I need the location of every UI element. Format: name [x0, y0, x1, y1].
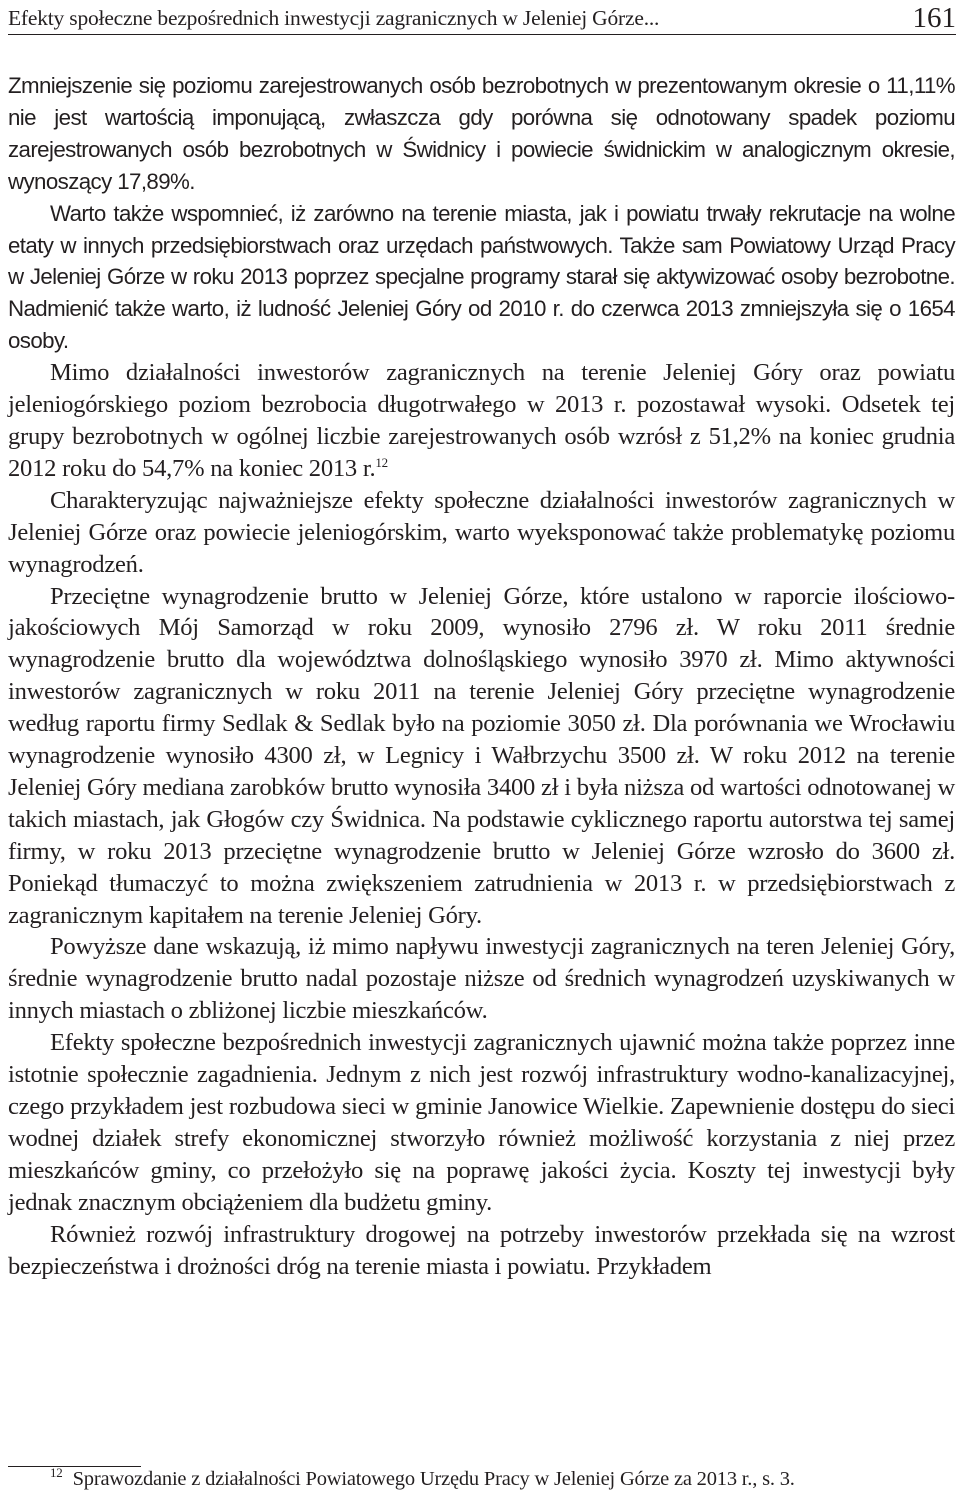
paragraph-8: Również rozwój infrastruktury drogowej na potrzeby inwestorów przekłada się na wzrost bezpieczeństwa i drożności dróg na terenie miasta i powiatu. Przykładem: [8, 1220, 955, 1280]
footnote-reference[interactable]: 12: [375, 454, 388, 470]
body-text: [8, 70, 955, 1282]
paragraph-4: Charakteryzując najważniejsze efekty społeczne działalności inwestorów zagranicznych w Jeleniej Górze oraz powiecie jeleniogórskim, warto wyeksponować także problematykę poziomu wynagrodzeń.: [8, 486, 955, 578]
footnote: [50, 1465, 795, 1491]
paragraph-5: Przeciętne wynagrodzenie brutto w Jeleniej Górze, które ustalono w raporcie ilościowo-jakościowych Mój Samorząd w roku 2009, wynosiło 2796 zł. W roku 2011 średnie wynagrodzenie brutto dla województwa dolnośląskiego wynosiło 3970 zł. Mimo aktywności inwestorów zagranicznych w roku 2011 na terenie Jeleniej Góry przeciętne wynagrodzenie według raportu firmy Sedlak & Sedlak było na poziomie 3050 zł. Dla porównania we Wrocławiu wynagrodzenie wynosiło 4300 zł, w Legnicy i Wałbrzychu 3500 zł. W roku 2012 na terenie Jeleniej Góry mediana zarobków brutto wynosiła 3400 zł i była niższa od wartości odnotowanej w takich miastach, jak Głogów czy Świdnica. Na podstawie cyklicznego raportu autorstwa tej samej firmy, w roku 2013 przeciętne wynagrodzenie brutto w Jeleniej Górze wzrosło do 3600 zł. Poniekąd tłumaczyć to można zwiększeniem zatrudnienia w 2013 r. w przedsiębiorstwach z zagranicznym kapitałem na terenie Jeleniej Góry.: [8, 582, 955, 929]
paragraph-3: [8, 357, 955, 485]
footnote-text: Sprawozdanie z działalności Powiatowego Urzędu Pracy w Jeleniej Górze za 2013 r., s. 3.: [72, 1468, 795, 1490]
footnote-number: 12: [50, 1465, 63, 1481]
paragraph-3-text: Mimo działalności inwestorów zagranicznych na terenie Jeleniej Góry oraz powiatu jeleniogórskiego poziom bezrobocia długotrwałego w 2013 r. pozostawał wysoki. Odsetek tej grupy bezrobotnych w ogólnej liczbie zarejestrowanych osób wzrósł z 51,2% na koniec grudnia 2012 roku do 54,7% na koniec 2013 r.: [8, 359, 955, 482]
running-title: Efekty społeczne bezpośrednich inwestycji zagranicznych w Jeleniej Górze...: [8, 6, 660, 30]
footnote-divider: [8, 1466, 141, 1467]
page-number: 161: [912, 2, 956, 34]
running-header: [8, 2, 956, 35]
paragraph-7: Efekty społeczne bezpośrednich inwestycji zagranicznych ujawnić można także poprzez inne istotnie społecznie zagadnienia. Jednym z nich jest rozwój infrastruktury wodno-kanalizacyjnej, czego przykładem jest rozbudowa sieci w gminie Janowice Wielkie. Zapewnienie dostępu do sieci wodnej działek strefy ekonomicznej stworzyło również możliwość korzystania z niej przez mieszkańców gminy, co przełożyło się na poprawę jakości życia. Koszty tej inwestycji były jednak znacznym obciążeniem dla budżetu gminy.: [8, 1029, 955, 1216]
paragraph-6: Powyższe dane wskazują, iż mimo napływu inwestycji zagranicznych na teren Jeleniej Góry, średnie wynagrodzenie brutto nadal pozostaje niższe od średnich wynagrodzeń uzyskiwanych w innych miastach o zbliżonej liczbie mieszkańców.: [8, 933, 955, 1025]
paragraph-2: Warto także wspomnieć, iż zarówno na terenie miasta, jak i powiatu trwały rekrutacje na wolne etaty w innych przedsiębiorstwach oraz urzędach państwowych. Także sam Powiatowy Urząd Pracy w Jeleniej Górze w roku 2013 poprzez specjalne programy starał się aktywizować osoby bezrobotne. Nadmienić także warto, iż ludność Jeleniej Góry od 2010 r. do czerwca 2013 zmniejszyła się o 1654 osoby.: [8, 200, 955, 354]
paragraph-1: Zmniejszenie się poziomu zarejestrowanych osób bezrobotnych w prezentowanym okresie o 11,11% nie jest wartością imponującą, zwłaszcza gdy porówna się odnotowany spadek poziomu zarejestrowanych osób bezrobotnych w Świdnicy i powiecie świdnickim w analogicznym okresie, wynoszący 17,89%.: [8, 73, 955, 194]
